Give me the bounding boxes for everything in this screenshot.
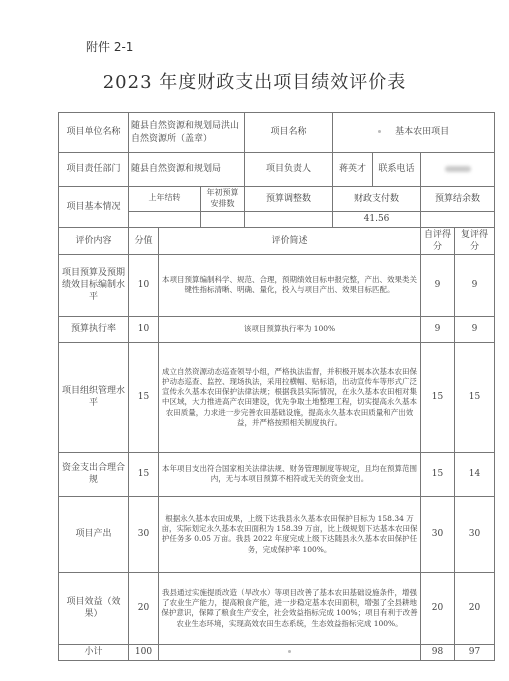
info-row-dept <box>59 153 495 187</box>
row-content: 预算执行率 <box>59 316 129 342</box>
row-score: 15 <box>129 452 159 496</box>
header-self-score: 自评得分 <box>421 227 455 254</box>
row-self-score: 9 <box>421 254 455 316</box>
row-summary: 根据永久基本农田成果，上级下达我县永久基本农田保护目标为 158.34 万亩，实际划定永久基本农田面积为 158.39 万亩，比上级规划下达基本农田保护任务多 0.05 万亩。我县 2022 年度完成上级下达随县永久基本农田保护任务，完成保护率 100%。 <box>159 496 421 572</box>
row-review-score: 9 <box>455 316 495 342</box>
row-content: 项目预算及预期绩效目标编制水平 <box>59 254 129 316</box>
project-name-label: 项目名称 <box>245 113 333 153</box>
row-score: 15 <box>129 342 159 452</box>
carryover-value <box>129 211 201 227</box>
redaction-blur <box>445 166 471 172</box>
row-review-score: 20 <box>455 572 495 644</box>
budget-value <box>201 211 245 227</box>
row-content: 资金支出合理合规 <box>59 452 129 496</box>
row-self-score: 9 <box>421 316 455 342</box>
phone-value-redacted <box>421 153 495 187</box>
row-score: 30 <box>129 496 159 572</box>
row-review-score: 30 <box>455 496 495 572</box>
project-name-text: 基本农田项目 <box>395 127 450 138</box>
leader-label: 项目负责人 <box>245 153 333 187</box>
evaluation-table <box>58 112 495 661</box>
info-row-funds-head <box>59 187 495 212</box>
total-review-score: 97 <box>455 644 495 660</box>
leader-value: 蒋英才 <box>333 153 373 187</box>
page-title: 2023 年度财政支出项目绩效评价表 <box>102 72 407 93</box>
table-row <box>59 254 495 316</box>
total-label: 小计 <box>59 644 129 660</box>
adjust-label: 预算调整数 <box>245 187 333 212</box>
table-row <box>59 452 495 496</box>
row-summary: 本项目预算编制科学、规范、合理，预期绩效目标申报完整，产出、效果类关键性指标清晰、明确、量化，投入与项目产出、效果目标匹配。 <box>159 254 421 316</box>
total-row <box>59 644 495 660</box>
header-review-score: 复评得分 <box>455 227 495 254</box>
row-score: 10 <box>129 316 159 342</box>
header-row <box>59 227 495 254</box>
budget-label: 年初预算安排数 <box>201 187 245 212</box>
balance-label: 预算结余数 <box>421 187 495 212</box>
carryover-label: 上年结转 <box>129 187 201 212</box>
row-review-score: 15 <box>455 342 495 452</box>
adjust-value <box>245 211 333 227</box>
table-row <box>59 342 495 452</box>
row-content: 项目产出 <box>59 496 129 572</box>
header-content: 评价内容 <box>59 227 129 254</box>
phone-label: 联系电话 <box>373 153 421 187</box>
header-summary: 评价简述 <box>159 227 421 254</box>
dept-value: 随县自然资源和规划局 <box>129 153 245 187</box>
project-unit-value: 随县自然资源和规划局洪山自然资源所（盖章） <box>129 113 245 153</box>
row-summary: 本年项目支出符合国家相关法律法规、财务管理制度等规定，且均在预算范围内，无与本项目预算不相符或无关的资金支出。 <box>159 452 421 496</box>
header-score: 分值 <box>129 227 159 254</box>
row-review-score: 14 <box>455 452 495 496</box>
balance-value <box>421 211 495 227</box>
total-score: 100 <box>129 644 159 660</box>
project-name-value <box>333 113 495 153</box>
row-review-score: 9 <box>455 254 495 316</box>
row-score: 10 <box>129 254 159 316</box>
total-summary <box>159 644 421 660</box>
row-content: 项目组织管理水平 <box>59 342 129 452</box>
row-summary: 该项目预算执行率为 100% <box>159 316 421 342</box>
row-self-score: 20 <box>421 572 455 644</box>
row-summary: 我县通过实施提质改造（旱改水）等项目改善了基本农田基础设施条件，增强了农业生产能力，提高粮食产能，进一步稳定基本农田面积，增强了全县耕地保护意识，保障了粮食生产安全，社会效益指标完成 100%；项目有利于改善农业生态环境，实现高效农田生态系统，生态效益指标完成 100%。 <box>159 572 421 644</box>
row-score: 20 <box>129 572 159 644</box>
payment-value: 41.56 <box>333 211 421 227</box>
row-self-score: 30 <box>421 496 455 572</box>
row-self-score: 15 <box>421 452 455 496</box>
table-row <box>59 496 495 572</box>
row-self-score: 15 <box>421 342 455 452</box>
table-row <box>59 316 495 342</box>
project-unit-label: 项目单位名称 <box>59 113 129 153</box>
row-content: 项目效益（效果） <box>59 572 129 644</box>
payment-label: 财政支付数 <box>333 187 421 212</box>
table-row <box>59 572 495 644</box>
annex-label: 附件 2-1 <box>86 40 134 54</box>
row-summary: 成立自然资源动态巡查领导小组，严格执法监督，并积极开展本次基本农田保护动态巡查、监控、现场执法，采用拉横幅、贴标语，出动宣传车等形式广泛宣传永久基本农田保护法律法规；根据我县实际情况，在永久基本农田相对集中区域，大力推进高产农田建设，优先争取土地整理工程，切实提高永久基本农田质量，力求进一步完善农田基础设施，提高永久基本农田质量和产出效益，并严格按照相关制度执行。 <box>159 342 421 452</box>
info-row-unit <box>59 113 495 153</box>
total-self-score: 98 <box>421 644 455 660</box>
smudge-mark <box>288 650 291 653</box>
dept-label: 项目责任部门 <box>59 153 129 187</box>
funds-label: 项目基本情况 <box>59 187 129 228</box>
smudge-mark <box>378 130 381 133</box>
